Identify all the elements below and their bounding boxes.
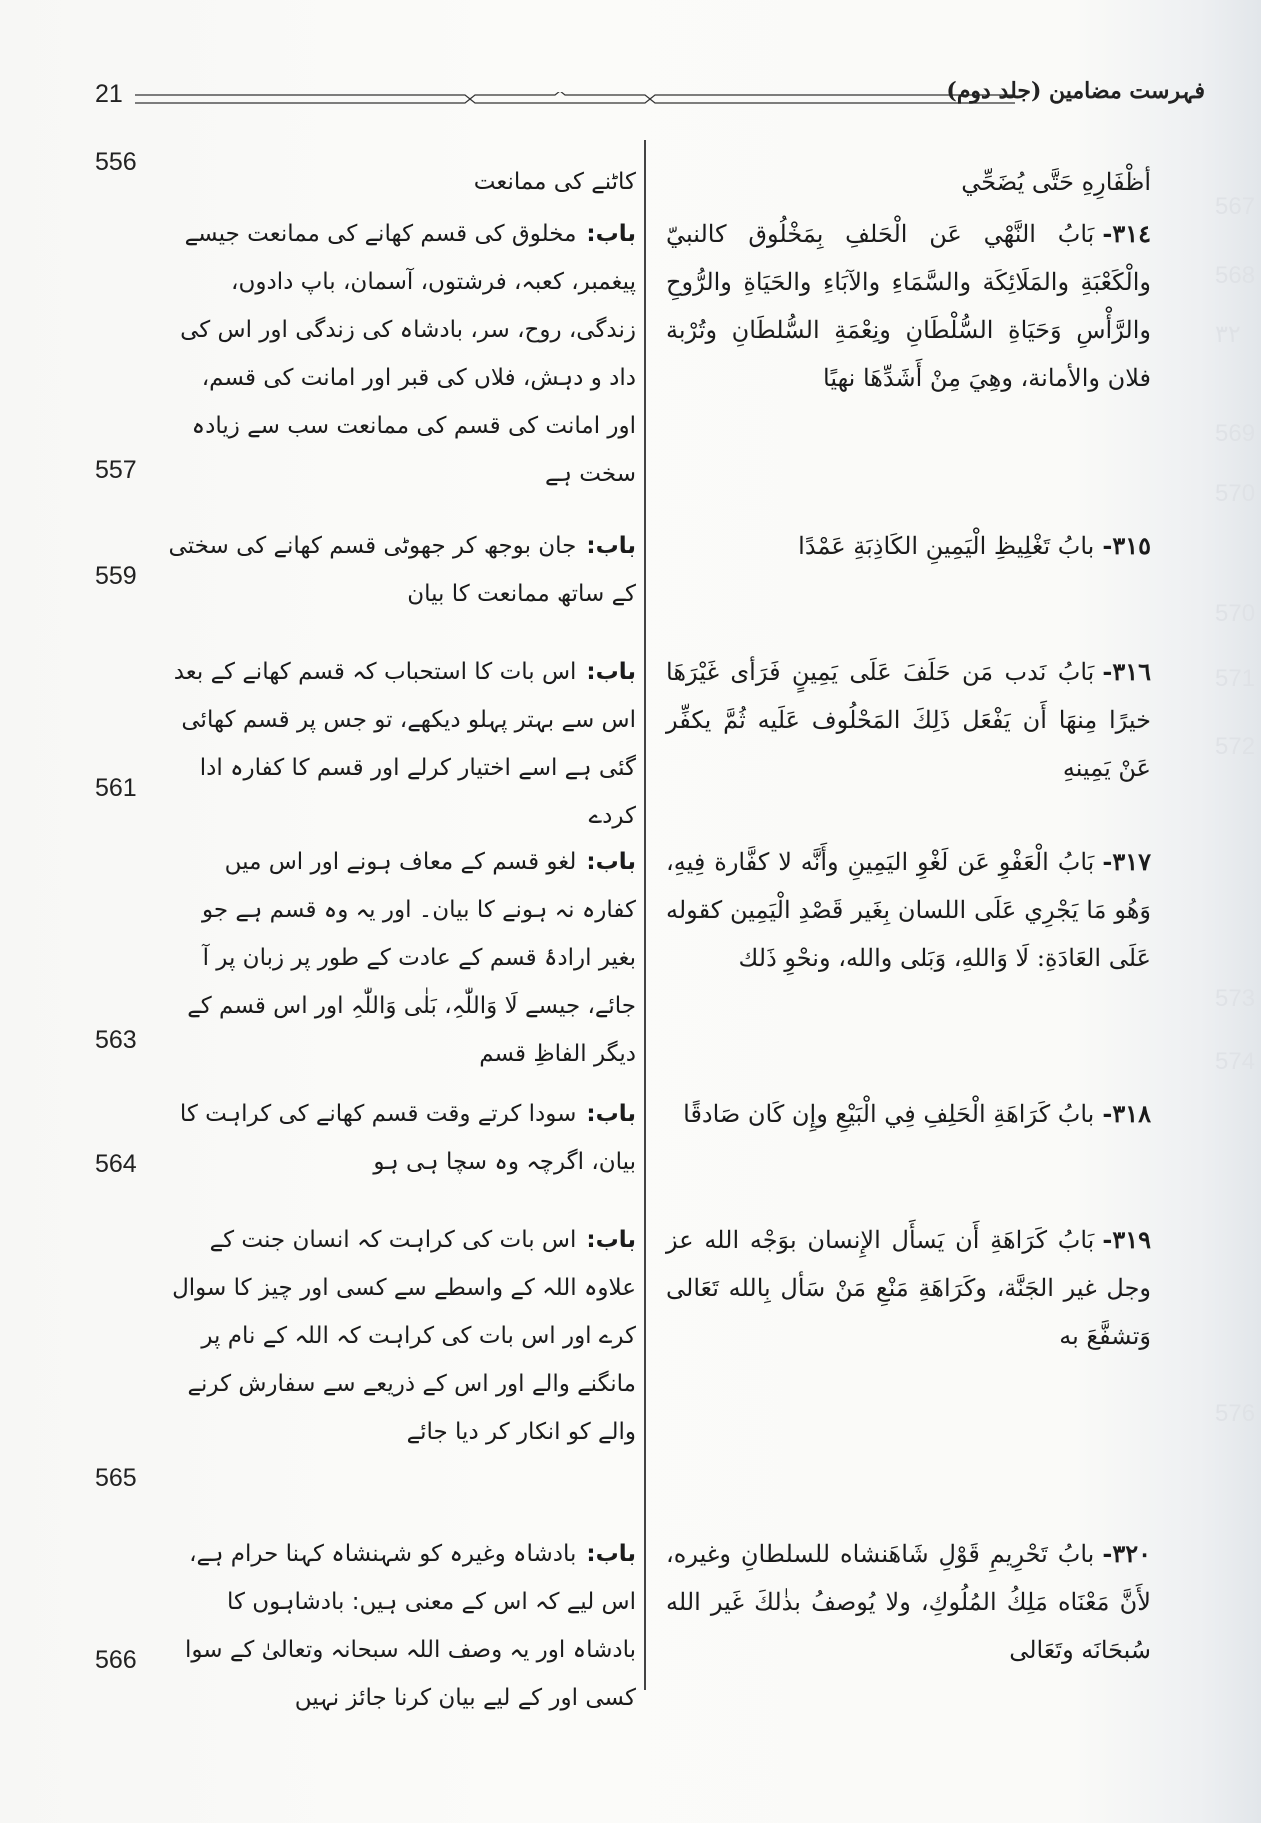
arabic-chapter-title (666, 210, 1151, 402)
urdu-chapter-title (166, 210, 636, 498)
bleed-through-number: 568 (1215, 262, 1256, 289)
page-reference[interactable]: 565 (95, 1464, 137, 1492)
arabic-text: أظْفَارِهِ حَتَّى يُضَحِّي (961, 168, 1151, 196)
arabic-text: بَابُ نَدب مَن حَلَفَ عَلَى يَمِينٍ فَرَأى غَيْرَهَا خيرًا مِنهَا أَن يَفْعَل ذَلِكَ المَحْلُوف عَلَيه ثُمَّ يكفِّر عَنْ يَمِينهِ (666, 658, 1151, 782)
ornamental-rule (135, 92, 1015, 106)
page-number: 21 (95, 80, 123, 108)
urdu-chapter-title (166, 1530, 636, 1722)
urdu-text: مخلوق کی قسم کھانے کی ممانعت جیسے پیغمبر، کعبہ، فرشتوں، آسمان، باپ دادوں، زندگی، روح، سر، بادشاہ کی زندگی اور اس کی داد و دہش، فلاں کی قبر اور امانت کی قسم، اور امانت کی قسم کی ممانعت سب سے زیادہ سخت ہے (180, 221, 636, 487)
bleed-through-number: 570 (1215, 480, 1256, 507)
bleed-through-number: 569 (1215, 420, 1256, 447)
urdu-text: اس بات کی کراہت کہ انسان جنت کے علاوہ اللہ کے واسطے سے کسی اور چیز کا سوال کرے اور اس بات کی کراہت کہ اللہ کے نام پر مانگنے والے اور اس کے ذریعے سے سفارش کرنے والے کو انکار کر دیا جائے (172, 1227, 636, 1445)
column-divider (644, 140, 646, 1690)
page-reference[interactable]: 563 (95, 1026, 137, 1054)
bleed-through-number: 567 (1215, 193, 1256, 220)
urdu-chapter-title (166, 158, 636, 206)
bleed-through-number: 570 (1215, 600, 1256, 627)
page-reference[interactable]: 557 (95, 456, 137, 484)
arabic-chapter-title (666, 1216, 1151, 1360)
arabic-text: بابُ كَرَاهَةِ الْحَلِفِ فِي الْبَيْعِ وإِن كَان صَادقًا (683, 1100, 1095, 1128)
arabic-text: بَابُ النَّهْي عَن الْحَلفِ بِمَخْلُوق كالنبيّ والْكَعْبَةِ والمَلَائِكَة والسَّمَاءِ والآبَاءِ والحَيَاةِ والرُّوحِ والرَّأْسِ وَحَيَاةِ السُّلْطَانِ ونِعْمَةِ السُّلطَانِ وتُرْبة فلان والأمانة، وهِيَ مِنْ أَشَدِّهَا نهيًا (666, 220, 1151, 392)
arabic-chapter-title (666, 522, 1151, 570)
arabic-text: بَابُ كَرَاهَةِ أَن يَسأَل الإِنسان بوَجْه الله عز وجل غير الجَنَّة، وكَرَاهَةِ مَنْعِ مَنْ سَأل بِالله تَعَالى وَتشفَّعَ به (666, 1226, 1151, 1350)
urdu-chapter-title (166, 1216, 636, 1456)
chapter-number: ٣١٦- (1102, 657, 1151, 686)
page-reference[interactable]: 564 (95, 1150, 137, 1178)
page-reference[interactable]: 559 (95, 562, 137, 590)
urdu-chapter-title (166, 838, 636, 1078)
chapter-number: ٣١٨- (1102, 1099, 1151, 1128)
header-title: فہرست مضامین (جلد دوم) (946, 78, 1205, 104)
chapter-number: ٣٢٠- (1102, 1539, 1151, 1568)
urdu-text: سودا کرتے وقت قسم کھانے کی کراہت کا بیان، اگرچہ وہ سچا ہی ہو (179, 1101, 636, 1175)
arabic-chapter-title (666, 1090, 1151, 1138)
bab-label: باب: (586, 533, 636, 559)
urdu-text: جان بوجھ کر جھوٹی قسم کھانے کی سختی کے ساتھ ممانعت کا بیان (168, 533, 636, 607)
urdu-text: کاٹنے کی ممانعت (473, 169, 636, 195)
urdu-text: بادشاہ وغیرہ کو شہنشاہ کہنا حرام ہے، اس لیے کہ اس کے معنی ہیں: بادشاہوں کا بادشاہ اور یہ وصف اللہ سبحانہ وتعالیٰ کے سوا کسی اور کے لیے بیان کرنا جائز نہیں (184, 1541, 636, 1711)
chapter-number: ٣١٧- (1102, 847, 1151, 876)
chapter-number: ٣١٤- (1102, 219, 1151, 248)
bab-label: باب: (586, 221, 636, 247)
urdu-text: اس بات کا استحباب کہ قسم کھانے کے بعد اس سے بہتر پہلو دیکھے، تو جس پر قسم کھائی گئی ہے اسے اختیار کرلے اور قسم کا کفارہ ادا کردے (173, 659, 636, 829)
bleed-through-number: 573 (1215, 985, 1256, 1012)
bab-label: باب: (586, 1101, 636, 1127)
bab-label: باب: (586, 1227, 636, 1253)
bleed-through-number: 571 (1215, 665, 1256, 692)
arabic-text: بَابُ الْعَفْوِ عَن لَغْوِ اليَمِينِ وأَنَّه لا كفَّارة فِيهِ، وَهُو مَا يَجْرِي عَلَى اللسان بِغَير قَصْدِ الْيَمِين كقوله عَلَى العَادَةِ: لَا وَاللهِ، وَبَلى والله، ونحْوِ ذَلك (666, 848, 1151, 972)
page-reference[interactable]: 561 (95, 774, 137, 802)
arabic-chapter-title (666, 158, 1151, 206)
chapter-number: ٣١٥- (1102, 531, 1151, 560)
urdu-text: لغو قسم کے معاف ہونے اور اس میں کفارہ نہ ہونے کا بیان۔ اور یہ وہ قسم ہے جو بغیر ارادۂ قسم کے عادت کے طور پر زبان پر آ جائے، جیسے لَا وَاللّٰہِ، بَلٰی وَاللّٰہِ اور اس قسم کے دیگر الفاظِ قسم (187, 849, 636, 1067)
bleed-through-number: 572 (1215, 733, 1256, 760)
page-reference[interactable]: 566 (95, 1646, 137, 1674)
bleed-through-number: ٣٢ (1215, 321, 1241, 348)
chapter-number: ٣١٩- (1102, 1225, 1151, 1254)
page-header (95, 78, 1205, 114)
bab-label: باب: (586, 1541, 636, 1567)
arabic-chapter-title (666, 648, 1151, 792)
bab-label: باب: (586, 659, 636, 685)
arabic-chapter-title (666, 1530, 1151, 1674)
urdu-chapter-title (166, 648, 636, 840)
arabic-chapter-title (666, 838, 1151, 982)
bleed-through-number: 576 (1215, 1400, 1256, 1427)
arabic-text: بابُ تَغْلِيظِ الْيَمِينِ الكَاذِبَةِ عَمْدًا (798, 532, 1095, 560)
page-reference[interactable]: 556 (95, 148, 137, 176)
urdu-chapter-title (166, 1090, 636, 1186)
bleed-through-number: 574 (1215, 1048, 1256, 1075)
bab-label: باب: (586, 849, 636, 875)
urdu-chapter-title (166, 522, 636, 618)
arabic-text: بابُ تَحْرِيمِ قَوْلِ شَاهَنشاه للسلطانِ وغيره، لأَنَّ مَعْنَاه مَلِكُ المُلُوكِ، ولا يُوصفُ بذٰلكَ غَير الله سُبحَانَه وتَعَالى (666, 1540, 1151, 1664)
